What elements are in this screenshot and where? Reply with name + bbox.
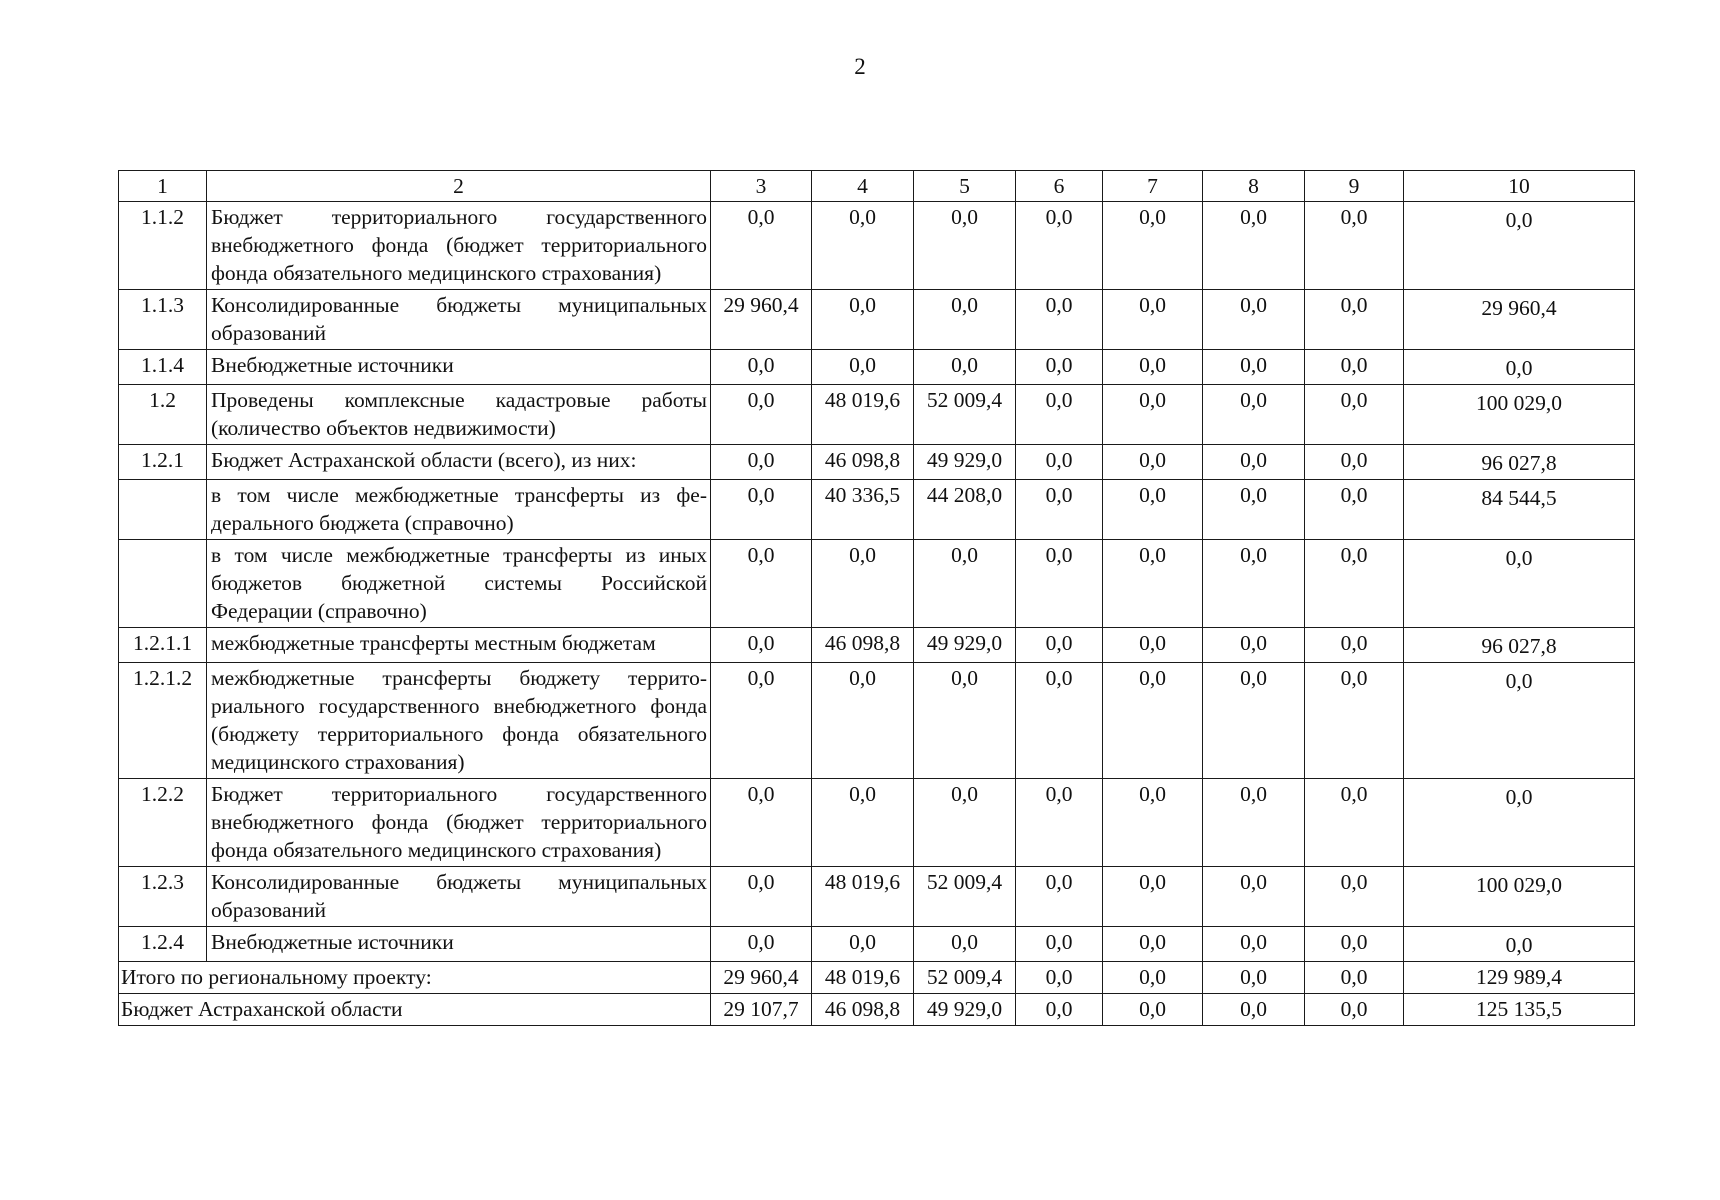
table-row bbox=[119, 290, 1635, 350]
table-row bbox=[119, 779, 1635, 867]
row-value: 0,0 bbox=[1103, 290, 1203, 350]
row-value: 0,0 bbox=[812, 927, 914, 962]
row-value: 0,0 bbox=[1016, 445, 1103, 480]
row-name: в том числе межбюджетные трансферты из федерального бюджета (справочно) bbox=[207, 480, 711, 540]
column-header: 4 bbox=[812, 171, 914, 202]
row-code: 1.1.2 bbox=[119, 202, 207, 290]
row-value: 52 009,4 bbox=[914, 867, 1016, 927]
row-total: 96 027,8 bbox=[1404, 445, 1635, 480]
row-total: 84 544,5 bbox=[1404, 480, 1635, 540]
summary-value: 29 960,4 bbox=[711, 962, 812, 994]
row-value: 0,0 bbox=[711, 445, 812, 480]
row-value: 0,0 bbox=[1305, 290, 1404, 350]
row-value: 0,0 bbox=[1016, 480, 1103, 540]
summary-value: 0,0 bbox=[1103, 962, 1203, 994]
row-total: 0,0 bbox=[1404, 663, 1635, 779]
summary-value: 0,0 bbox=[1103, 994, 1203, 1026]
row-value: 0,0 bbox=[1305, 350, 1404, 385]
summary-value: 46 098,8 bbox=[812, 994, 914, 1026]
row-name: Консолидированные бюджеты муниципальных образований bbox=[207, 867, 711, 927]
row-value: 0,0 bbox=[1103, 480, 1203, 540]
row-value: 0,0 bbox=[1203, 445, 1305, 480]
column-header: 9 bbox=[1305, 171, 1404, 202]
row-name: Бюджет территориального государственного внебюджетного фонда (бюджет территориального фонда обязательного медицинского страхования) bbox=[207, 202, 711, 290]
row-value: 0,0 bbox=[1305, 385, 1404, 445]
row-value: 0,0 bbox=[1016, 927, 1103, 962]
table-row bbox=[119, 628, 1635, 663]
row-name: в том числе межбюджетные трансферты из иных бюджетов бюджетной системы Российской Федерации (справочно) bbox=[207, 540, 711, 628]
row-value: 29 960,4 bbox=[711, 290, 812, 350]
row-value: 0,0 bbox=[1016, 202, 1103, 290]
row-value: 0,0 bbox=[812, 779, 914, 867]
summary-value: 0,0 bbox=[1203, 994, 1305, 1026]
row-value: 0,0 bbox=[711, 540, 812, 628]
row-value: 0,0 bbox=[1305, 445, 1404, 480]
row-name: Бюджет территориального государственного внебюджетного фонда (бюджет территориального фонда обязательного медицинского страхования) bbox=[207, 779, 711, 867]
row-value: 46 098,8 bbox=[812, 445, 914, 480]
summary-value: 0,0 bbox=[1305, 994, 1404, 1026]
row-value: 0,0 bbox=[1305, 779, 1404, 867]
row-total: 29 960,4 bbox=[1404, 290, 1635, 350]
column-header: 5 bbox=[914, 171, 1016, 202]
row-value: 0,0 bbox=[1016, 350, 1103, 385]
column-header: 10 bbox=[1404, 171, 1635, 202]
table-row bbox=[119, 445, 1635, 480]
row-value: 0,0 bbox=[1103, 385, 1203, 445]
row-total: 0,0 bbox=[1404, 350, 1635, 385]
row-value: 0,0 bbox=[1103, 350, 1203, 385]
table-row bbox=[119, 385, 1635, 445]
row-value: 0,0 bbox=[1203, 663, 1305, 779]
row-value: 0,0 bbox=[914, 290, 1016, 350]
row-value: 0,0 bbox=[1203, 202, 1305, 290]
row-value: 0,0 bbox=[1203, 540, 1305, 628]
row-value: 0,0 bbox=[1016, 540, 1103, 628]
row-value: 0,0 bbox=[812, 202, 914, 290]
row-name: Проведены комплексные кадастровые работы (количество объектов недвижимости) bbox=[207, 385, 711, 445]
row-value: 0,0 bbox=[711, 663, 812, 779]
row-value: 0,0 bbox=[1103, 663, 1203, 779]
row-code: 1.2.1.2 bbox=[119, 663, 207, 779]
page-number: 2 bbox=[854, 54, 866, 79]
row-value: 0,0 bbox=[1305, 927, 1404, 962]
row-value: 0,0 bbox=[914, 540, 1016, 628]
row-name: межбюджетные трансферты местным бюджетам bbox=[207, 628, 711, 663]
summary-value: 52 009,4 bbox=[914, 962, 1016, 994]
row-total: 0,0 bbox=[1404, 202, 1635, 290]
row-value: 0,0 bbox=[711, 350, 812, 385]
row-value: 46 098,8 bbox=[812, 628, 914, 663]
row-value: 0,0 bbox=[1103, 628, 1203, 663]
row-value: 0,0 bbox=[711, 628, 812, 663]
row-name: Консолидированные бюджеты муниципальных образований bbox=[207, 290, 711, 350]
row-value: 0,0 bbox=[711, 779, 812, 867]
row-value: 0,0 bbox=[1103, 445, 1203, 480]
row-value: 0,0 bbox=[1016, 867, 1103, 927]
row-value: 0,0 bbox=[914, 202, 1016, 290]
table-body bbox=[119, 171, 1635, 1026]
column-header: 3 bbox=[711, 171, 812, 202]
row-value: 0,0 bbox=[812, 663, 914, 779]
row-code: 1.2.1.1 bbox=[119, 628, 207, 663]
row-value: 0,0 bbox=[1305, 480, 1404, 540]
row-value: 0,0 bbox=[1305, 628, 1404, 663]
summary-value: 0,0 bbox=[1305, 962, 1404, 994]
summary-value: 0,0 bbox=[1016, 962, 1103, 994]
row-value: 0,0 bbox=[1203, 350, 1305, 385]
row-value: 0,0 bbox=[914, 350, 1016, 385]
summary-value: 48 019,6 bbox=[812, 962, 914, 994]
summary-row bbox=[119, 962, 1635, 994]
row-value: 0,0 bbox=[1203, 480, 1305, 540]
row-code: 1.2.4 bbox=[119, 927, 207, 962]
column-number-header-row bbox=[119, 171, 1635, 202]
table-row bbox=[119, 350, 1635, 385]
summary-label: Бюджет Астраханской области bbox=[119, 994, 711, 1026]
row-value: 44 208,0 bbox=[914, 480, 1016, 540]
summary-row bbox=[119, 994, 1635, 1026]
summary-value: 29 107,7 bbox=[711, 994, 812, 1026]
row-value: 0,0 bbox=[711, 927, 812, 962]
row-value: 0,0 bbox=[812, 290, 914, 350]
row-code: 1.2.2 bbox=[119, 779, 207, 867]
row-value: 0,0 bbox=[1016, 628, 1103, 663]
row-value: 0,0 bbox=[1016, 779, 1103, 867]
summary-total: 125 135,5 bbox=[1404, 994, 1635, 1026]
row-value: 0,0 bbox=[711, 867, 812, 927]
row-total: 100 029,0 bbox=[1404, 867, 1635, 927]
row-value: 40 336,5 bbox=[812, 480, 914, 540]
row-code: 1.2 bbox=[119, 385, 207, 445]
summary-value: 49 929,0 bbox=[914, 994, 1016, 1026]
row-value: 52 009,4 bbox=[914, 385, 1016, 445]
row-total: 0,0 bbox=[1404, 540, 1635, 628]
column-header: 6 bbox=[1016, 171, 1103, 202]
row-code: 1.2.3 bbox=[119, 867, 207, 927]
table-row bbox=[119, 480, 1635, 540]
budget-table bbox=[118, 170, 1635, 1026]
column-header: 7 bbox=[1103, 171, 1203, 202]
row-value: 0,0 bbox=[1305, 663, 1404, 779]
table-row bbox=[119, 540, 1635, 628]
row-name: Внебюджетные источники bbox=[207, 350, 711, 385]
column-header: 8 bbox=[1203, 171, 1305, 202]
row-value: 0,0 bbox=[1203, 628, 1305, 663]
row-value: 0,0 bbox=[711, 202, 812, 290]
row-value: 0,0 bbox=[914, 927, 1016, 962]
column-header: 1 bbox=[119, 171, 207, 202]
row-code: 1.2.1 bbox=[119, 445, 207, 480]
row-value: 0,0 bbox=[711, 385, 812, 445]
row-total: 96 027,8 bbox=[1404, 628, 1635, 663]
row-value: 48 019,6 bbox=[812, 385, 914, 445]
row-value: 0,0 bbox=[812, 350, 914, 385]
row-value: 0,0 bbox=[812, 540, 914, 628]
table-row bbox=[119, 867, 1635, 927]
row-name: Бюджет Астраханской области (всего), из них: bbox=[207, 445, 711, 480]
row-value: 0,0 bbox=[1016, 290, 1103, 350]
row-code bbox=[119, 540, 207, 628]
row-total: 0,0 bbox=[1404, 779, 1635, 867]
summary-value: 0,0 bbox=[1203, 962, 1305, 994]
row-total: 0,0 bbox=[1404, 927, 1635, 962]
row-value: 0,0 bbox=[1103, 202, 1203, 290]
row-value: 0,0 bbox=[1016, 663, 1103, 779]
summary-total: 129 989,4 bbox=[1404, 962, 1635, 994]
row-code: 1.1.3 bbox=[119, 290, 207, 350]
row-value: 0,0 bbox=[1203, 927, 1305, 962]
row-value: 0,0 bbox=[1305, 540, 1404, 628]
summary-label: Итого по региональному проекту: bbox=[119, 962, 711, 994]
row-name: Внебюджетные источники bbox=[207, 927, 711, 962]
table-row bbox=[119, 663, 1635, 779]
row-name: межбюджетные трансферты бюджету территориального государственного внебюджетного фонда (бюджету территориального фонда обязательного медицинского страхования) bbox=[207, 663, 711, 779]
row-value: 0,0 bbox=[914, 779, 1016, 867]
row-total: 100 029,0 bbox=[1404, 385, 1635, 445]
row-code: 1.1.4 bbox=[119, 350, 207, 385]
row-value: 0,0 bbox=[1203, 779, 1305, 867]
row-value: 0,0 bbox=[914, 663, 1016, 779]
row-value: 0,0 bbox=[1103, 779, 1203, 867]
row-value: 0,0 bbox=[1016, 385, 1103, 445]
row-value: 0,0 bbox=[1103, 540, 1203, 628]
summary-value: 0,0 bbox=[1016, 994, 1103, 1026]
row-value: 0,0 bbox=[1103, 867, 1203, 927]
row-value: 0,0 bbox=[1203, 385, 1305, 445]
row-value: 0,0 bbox=[1103, 927, 1203, 962]
table-row bbox=[119, 927, 1635, 962]
column-header: 2 bbox=[207, 171, 711, 202]
row-value: 0,0 bbox=[1203, 867, 1305, 927]
row-value: 0,0 bbox=[1203, 290, 1305, 350]
row-value: 0,0 bbox=[1305, 867, 1404, 927]
row-value: 48 019,6 bbox=[812, 867, 914, 927]
row-value: 0,0 bbox=[1305, 202, 1404, 290]
row-value: 49 929,0 bbox=[914, 445, 1016, 480]
row-code bbox=[119, 480, 207, 540]
row-value: 49 929,0 bbox=[914, 628, 1016, 663]
table-row bbox=[119, 202, 1635, 290]
row-value: 0,0 bbox=[711, 480, 812, 540]
